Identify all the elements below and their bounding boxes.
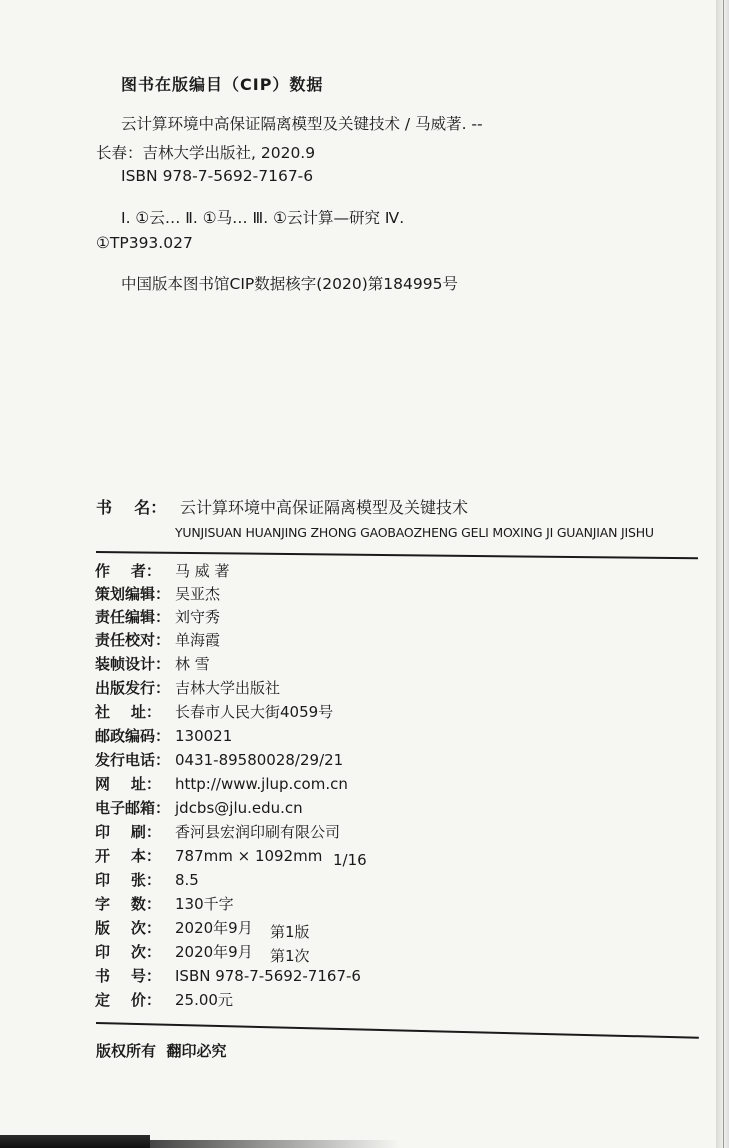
book-title-pinyin: YUNJISUAN HUANJING ZHONG GAOBAOZHENG GELI MOXING JI GUANJIAN JISHU (175, 525, 654, 540)
info-label: 书 号： (95, 967, 161, 985)
book-title-label: 书 名： (96, 498, 167, 517)
info-label: 电子邮箱： (95, 799, 171, 817)
info-row-edition (95, 917, 310, 941)
info-label: 印 刷： (95, 823, 161, 841)
info-label: 装帧设计： (95, 655, 171, 673)
info-row-address (95, 701, 333, 724)
info-value: 2020年9月 (175, 919, 253, 937)
info-value: 8.5 (175, 871, 199, 889)
cip-record-number: 中国版本图书馆CIP数据核字(2020)第184995号 (121, 275, 458, 293)
info-value: 130千字 (175, 895, 234, 913)
info-row-cover-design (95, 653, 210, 676)
info-value: 刘守秀 (175, 608, 221, 626)
info-value: 马 威 著 (175, 562, 230, 580)
info-row-publisher (95, 677, 280, 700)
info-label: 责任编辑： (95, 608, 171, 626)
info-row-proofreader (95, 629, 220, 652)
info-label: 邮政编码： (95, 727, 171, 745)
info-label: 社 址： (95, 703, 161, 721)
info-row-website (95, 773, 348, 796)
info-row-postal-code (95, 725, 232, 748)
scan-bottom-shadow (0, 1135, 150, 1148)
info-value: 林 雪 (175, 655, 210, 673)
info-value: ISBN 978-7-5692-7167-6 (175, 967, 361, 985)
cip-isbn-line: ISBN 978-7-5692-7167-6 (121, 167, 314, 185)
info-row-printed-sheets (95, 869, 199, 892)
info-label: 字 数： (95, 895, 161, 913)
top-divider-rule (96, 551, 698, 559)
cip-heading: 图书在版编目（CIP）数据 (121, 75, 324, 94)
info-value: 吉林大学出版社 (175, 679, 281, 697)
info-value: 2020年9月 (175, 943, 253, 961)
info-row-word-count (95, 893, 234, 916)
cip-class-number: ①TP393.027 (96, 234, 193, 252)
info-value: 25.00元 (175, 991, 233, 1009)
bottom-divider-rule (96, 1022, 699, 1039)
info-label: 定 价： (95, 991, 161, 1009)
info-row-impression (95, 941, 310, 965)
info-value: 香河县宏润印刷有限公司 (175, 823, 341, 841)
info-row-responsible-editor (95, 606, 220, 629)
info-value: 787mm × 1092mm (175, 847, 323, 865)
info-label: 印 次： (95, 943, 161, 961)
info-row-printer (95, 821, 340, 844)
info-value: 0431-89580028/29/21 (175, 751, 344, 769)
info-value: 长春市人民大街4059号 (175, 703, 334, 721)
cip-classification-line: Ⅰ. ①云… Ⅱ. ①马… Ⅲ. ①云计算—研究 Ⅳ. (121, 209, 405, 227)
page-fold-line (723, 0, 724, 1148)
info-label: 发行电话： (95, 751, 171, 769)
info-value: 单海霞 (175, 631, 221, 649)
info-label: 网 址： (95, 775, 161, 793)
info-extra: 第1次 (270, 947, 310, 965)
info-label: 策划编辑： (95, 585, 171, 603)
cip-title-line: 云计算环境中高保证隔离模型及关键技术 / 马威著. -- (121, 115, 483, 133)
info-row-planning-editor (95, 583, 220, 606)
info-label: 印 张： (95, 871, 161, 889)
info-value: 吴亚杰 (175, 585, 221, 603)
scan-bottom-fade (150, 1140, 400, 1148)
cip-publisher-line: 长春：吉林大学出版社, 2020.9 (96, 144, 316, 162)
info-row-phone (95, 749, 343, 772)
info-label: 开 本： (95, 847, 161, 865)
info-label: 责任校对： (95, 631, 171, 649)
book-title: 云计算环境中高保证隔离模型及关键技术 (180, 498, 469, 517)
info-row-isbn (95, 965, 361, 988)
info-label: 版 次： (95, 919, 161, 937)
info-row-format (95, 845, 367, 869)
info-extra: 第1版 (270, 923, 310, 941)
info-label: 作 者： (95, 562, 161, 580)
copyright-notice: 版权所有 翻印必究 (96, 1042, 227, 1060)
info-value: 130021 (175, 727, 233, 745)
info-extra: 1/16 (333, 851, 367, 869)
info-row-email (95, 797, 303, 820)
info-value: jdcbs@jlu.edu.cn (175, 799, 303, 817)
info-label: 出版发行： (95, 679, 171, 697)
info-value: http://www.jlup.com.cn (175, 775, 348, 793)
info-row-price (95, 989, 233, 1012)
info-row-author (95, 560, 230, 583)
